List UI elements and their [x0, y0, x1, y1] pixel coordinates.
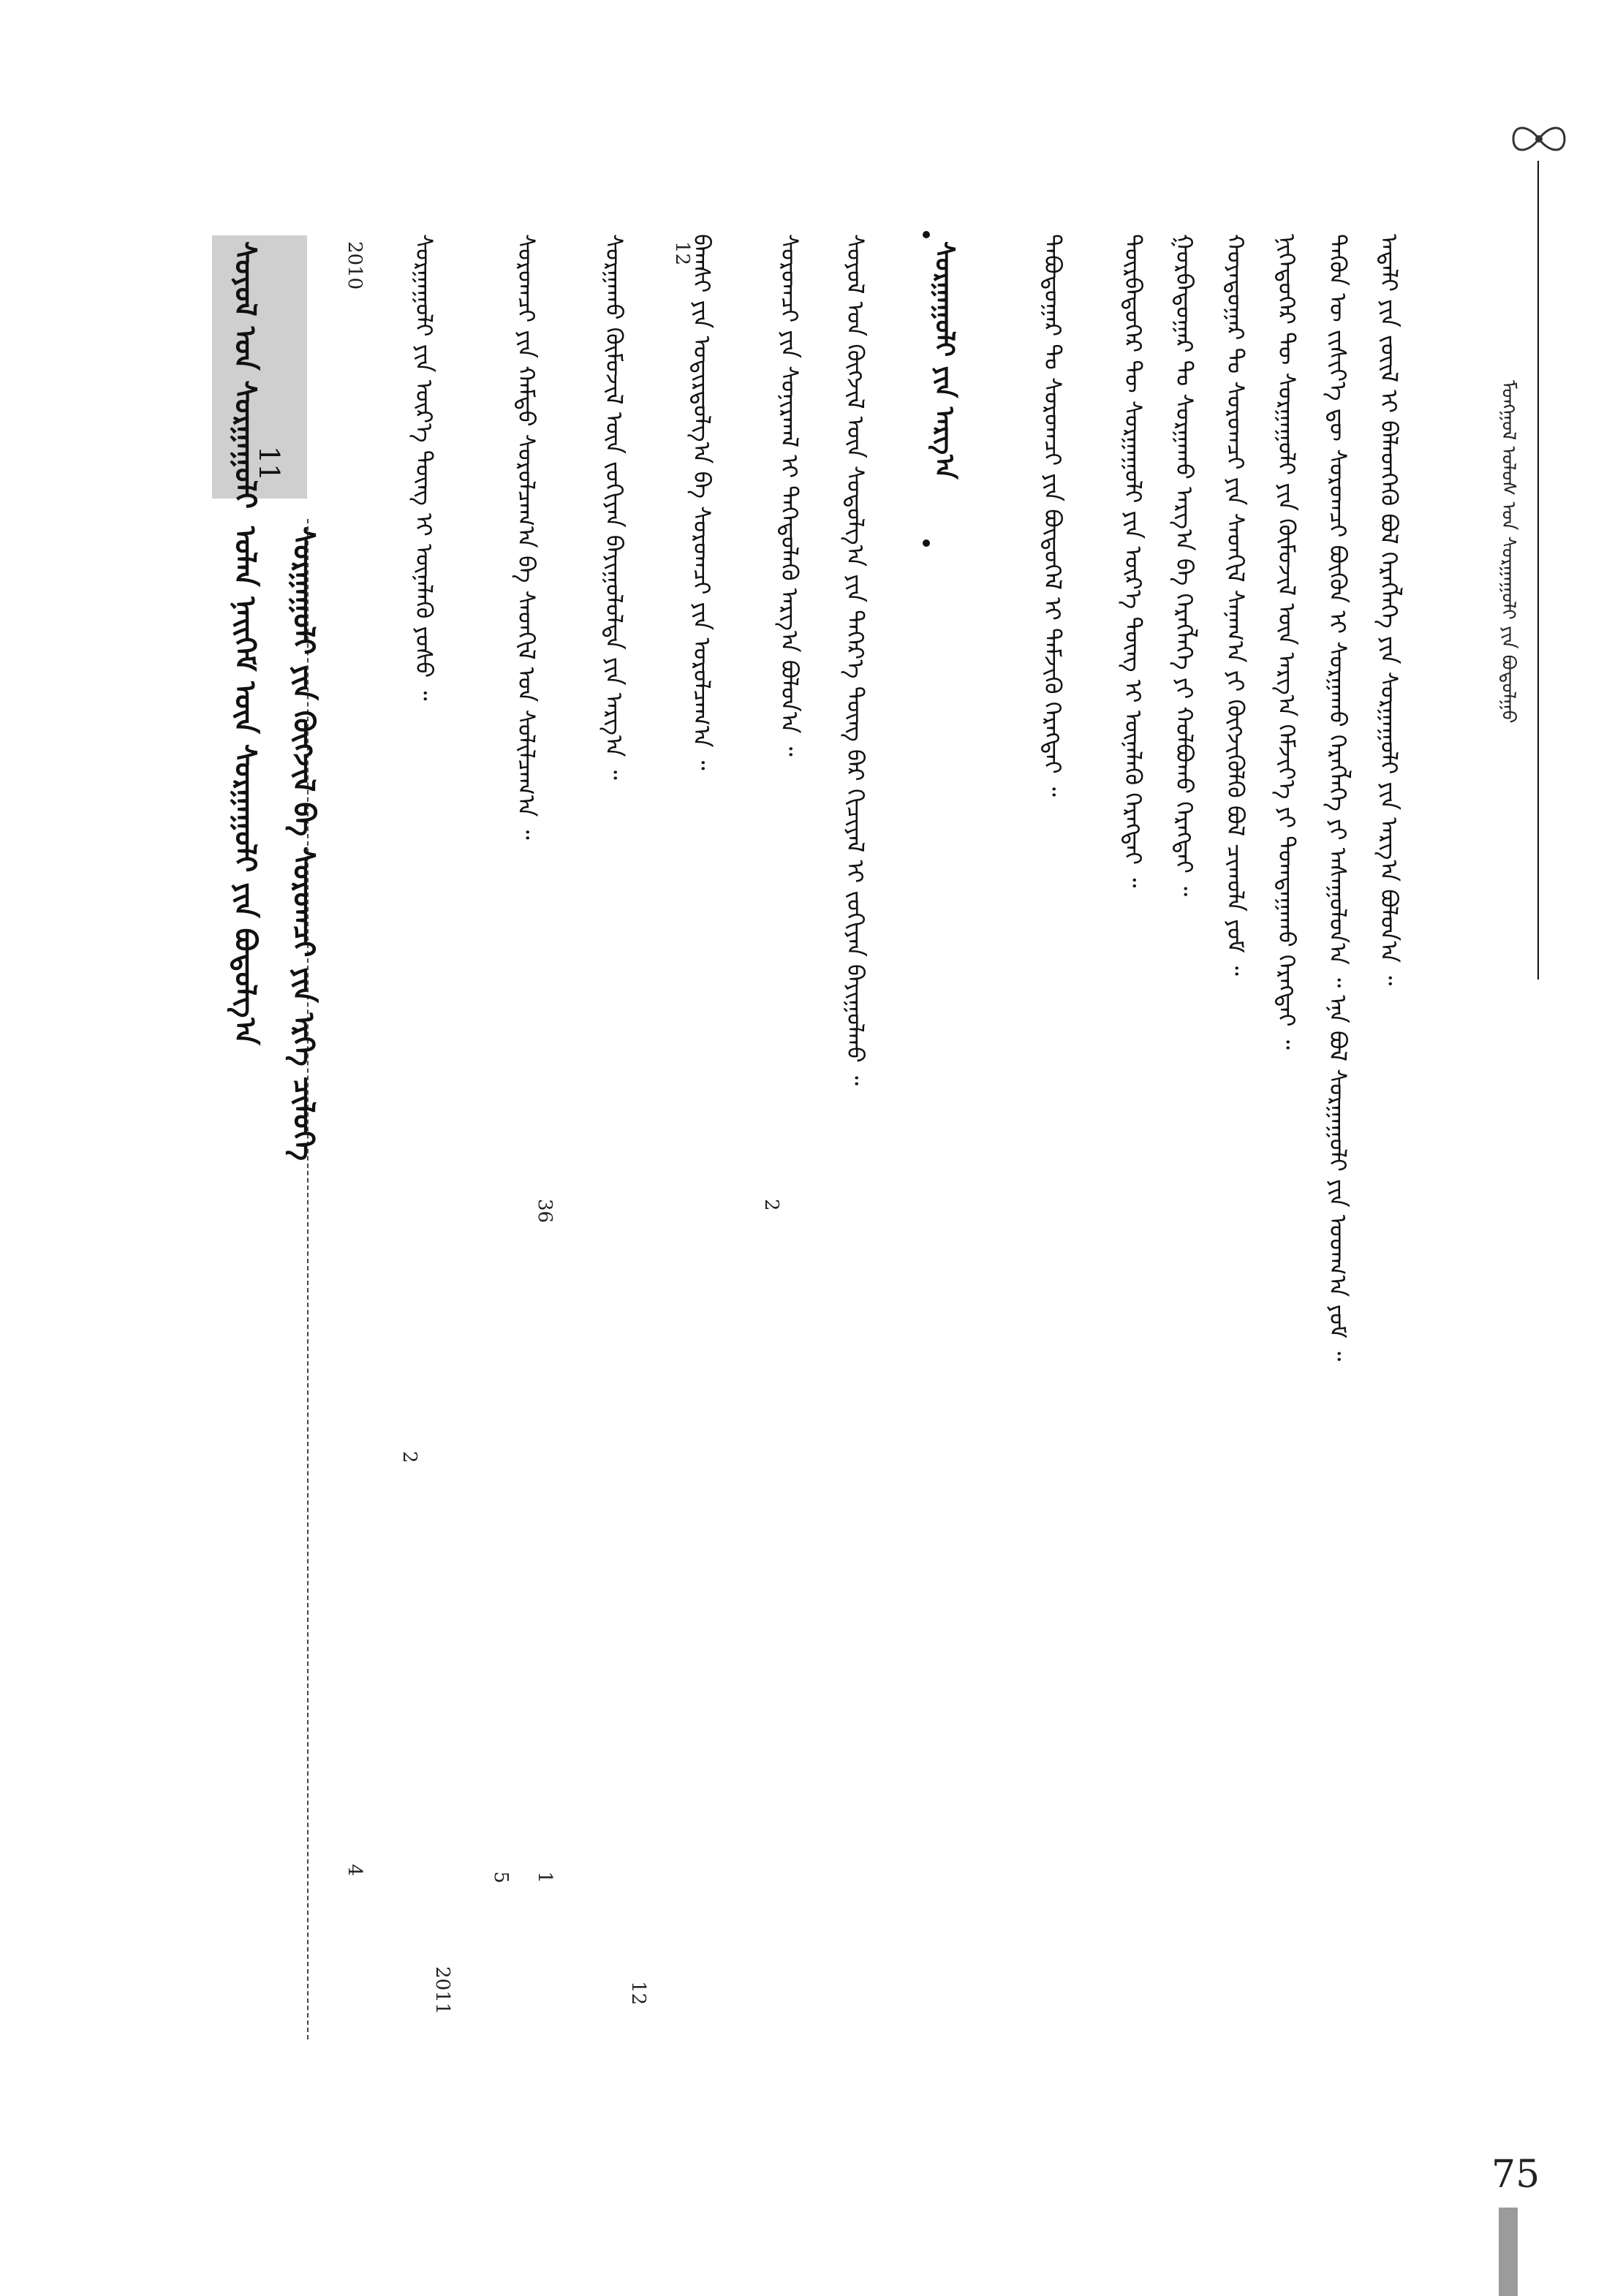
notes-col-3: ᠪᠠᠭᠰᠢ ᠶᠢᠨ ᠤᠳᠢᠷᠳᠤᠯᠭ᠎ᠠ ᠪᠠ ᠰᠤᠷᠤᠭᠴᠢ ᠶᠢᠨ ᠣᠷᠣᠯᠴᠠᠭ᠎ᠠ ᠃	[688, 234, 716, 770]
marginal-number: 36	[534, 1199, 556, 1224]
notes-col-6: ᠰᠤᠷᠭᠠᠭᠤᠯᠢ ᠶᠢᠨ ᠦᠷ᠎ᠡ ᠳᠦᠩ ᠢ ᠦᠨᠡᠯᠡᠬᠦ ᠶᠣᠰᠣ ᠃	[410, 234, 438, 701]
body-text-col-3: ᠨᠢᠭᠡᠳᠦᠭᠡᠷ ᠲᠦ ᠰᠤᠷᠭᠠᠭᠤᠯᠢ ᠶᠢᠨ ᠬᠦᠮᠦᠵᠢᠯ ᠦᠨ ᠠᠷᠭ᠎ᠠ ᠬᠡᠮᠵᠢᠶ᠎ᠡ ᠶᠢ ᠲᠣᠭᠲᠠᠭᠠᠬᠤ ᠬᠡᠷᠡᠭᠲᠡᠢ ᠃	[1273, 234, 1301, 1050]
bullet-icon	[923, 539, 930, 547]
footnote-title: ᠰᠣᠶᠣᠯ ᠤᠨ ᠰᠤᠷᠭᠠᠭᠤᠯᠢ	[228, 241, 262, 509]
marginal-number: 4	[344, 1864, 366, 1876]
body-text-col-6: ᠳᠥᠷᠪᠡᠳᠦᠭᠡᠷ ᠲᠦ ᠰᠤᠷᠭᠠᠭᠤᠯᠢ ᠶᠢᠨ ᠦᠷ᠎ᠡ ᠳᠦᠩ ᠢ ᠦᠨᠡᠯᠡᠬᠦ ᠬᠡᠷᠡᠭᠲᠡᠢ ᠃	[1119, 234, 1147, 888]
page-number: 75	[1491, 2153, 1540, 2197]
body-text-col-2: ᠲᠡᠭᠦᠨ ᠦ ᠵᠢᠱᠢᠶ᠎ᠡ ᠳᠦ ᠰᠤᠷᠤᠭᠴᠢ ᠪᠦᠬᠦᠨ ᠢ ᠰᠤᠷᠭᠠᠬᠤ ᠬᠡᠷᠡᠭᠯᠡᠭᠡ ᠶᠢ ᠠᠰᠠᠭᠤᠯᠤᠨ᠎ᠠ ᠃ ᠡᠨᠡ ᠪᠣᠯ ᠰᠤᠷᠭᠠᠭᠤᠯᠢ ᠶᠢᠨ ᠤᠳᠬ᠎ᠠ ᠶᠤᠮ ᠃	[1324, 234, 1352, 1362]
footnote-heading-line-2: ᠣᠯᠠᠨ ᠨᠡᠢᠭᠡᠮ ᠦᠨ ᠰᠤᠷᠭᠠᠭᠤᠯᠢ ᠶᠢᠨ ᠪᠣᠳᠣᠯᠭ᠎ᠠ	[228, 526, 262, 1045]
body-text-col-1: ᠠᠳᠠᠯᠢ ᠶᠢᠨ ᠵᠦᠢᠯ ᠢ ᠪᠡᠯᠡᠳᠬᠡᠬᠦ ᠪᠣᠯ ᠬᠡᠷᠡᠭᠯᠡᠭᠡ ᠶᠢᠨ ᠰᠤᠷᠭᠠᠭᠤᠯᠢ ᠶᠢᠨ ᠠᠷᠭ᠎ᠠ ᠪᠣᠯᠤᠨ᠎ᠠ ᠃	[1375, 234, 1403, 986]
marginal-number: 12	[627, 1981, 649, 2006]
running-header: ᠮᠣᠩᠭᠣᠯ ᠤᠯᠤᠰ ᠤᠨ ᠰᠤᠷᠭᠠᠭᠤᠯᠢ ᠶᠢᠨ ᠪᠣᠳᠣᠯᠭᠣ	[1497, 380, 1519, 724]
footnote-number: 11	[253, 446, 285, 482]
marginal-number: 5	[490, 1871, 512, 1884]
marginal-number: 12	[671, 241, 693, 266]
marginal-number: 2	[760, 1199, 782, 1211]
marginal-number: 2011	[431, 1966, 453, 2015]
body-text-col-4: ᠬᠣᠶᠠᠳᠤᠭᠠᠷ ᠲᠤ ᠰᠤᠷᠤᠭᠴᠢ ᠶᠢᠨ ᠰᠡᠳᠬᠢᠯ ᠰᠠᠨᠠᠭ᠎ᠠ ᠶᠢ ᠬᠥᠭᠵᠢᠭᠦᠯᠬᠦ ᠪᠣᠯ ᠴᠢᠬᠤᠯᠠ ᠶᠤᠮ ᠃	[1222, 234, 1249, 976]
marginal-number: 1	[534, 1871, 556, 1884]
notes-col-4: ᠰᠤᠷᠭᠠᠬᠤ ᠬᠦᠮᠦᠵᠢᠯ ᠦᠨ ᠵᠣᠬᠢᠶᠠᠨ ᠪᠠᠶᠢᠭᠤᠯᠤᠯᠲᠠ ᠶᠢᠨ ᠠᠷᠭ᠎ᠠ ᠃	[600, 234, 628, 780]
notes-col-5: ᠰᠤᠷᠤᠭᠴᠢ ᠶᠢᠨ ᠬᠠᠮᠲᠤ ᠰᠤᠷᠤᠯᠴᠠᠭ᠎ᠠ ᠪᠠ ᠰᠡᠳᠬᠢᠯ ᠤᠨ ᠰᠣᠯᠢᠯᠴᠠᠭ᠎ᠠ ᠃	[512, 234, 540, 840]
ornament-icon	[1499, 117, 1579, 161]
body-text-col-5: ᠭᠤᠷᠪᠠᠳᠤᠭᠠᠷ ᠲᠤ ᠰᠤᠷᠭᠠᠬᠤ ᠠᠷᠭ᠎ᠠ ᠪᠠ ᠬᠡᠷᠡᠭᠯᠡᠭᠡ ᠶᠢ ᠬᠣᠯᠪᠣᠬᠤ ᠬᠡᠷᠡᠭᠲᠡᠢ ᠃	[1170, 234, 1198, 897]
bullet-icon	[923, 231, 930, 238]
footnote-heading-line-1: ᠰᠤᠷᠭᠠᠭᠤᠯᠢ ᠶᠢᠨ ᠬᠥᠭᠵᠢᠯ ᠪᠠ ᠰᠤᠷᠤᠭᠴᠢ ᠶᠢᠨ ᠡᠷᠬᠡ ᠴᠢᠯᠦᠭᠡ	[287, 526, 320, 1161]
page-edge-bar	[1499, 2208, 1518, 2296]
marginal-number: 2010	[344, 241, 366, 290]
section-heading: ᠰᠤᠷᠭᠠᠭᠤᠯᠢ ᠶᠢᠨ ᠠᠷᠭ᠎ᠠ	[929, 241, 959, 480]
header-rule	[1537, 161, 1539, 980]
marginal-number: 2	[398, 1451, 420, 1463]
body-text-col-7: ᠲᠠᠪᠤᠳᠤᠭᠠᠷ ᠲᠤ ᠰᠤᠷᠤᠭᠴᠢ ᠶᠢᠨ ᠪᠦᠲᠦᠭᠡᠯ ᠢ ᠳᠡᠮᠵᠢᠬᠦ ᠬᠡᠷᠡᠭᠲᠡᠢ ᠃	[1039, 234, 1067, 797]
notes-col-2: ᠰᠤᠷᠤᠭᠴᠢ ᠶᠢᠨ ᠰᠣᠨᠢᠷᠬᠠᠯ ᠢ ᠳᠡᠭᠡᠳᠦᠯᠡᠬᠦ ᠠᠷᠭ᠎ᠠ ᠪᠣᠯᠤᠨ᠎ᠠ ᠃	[776, 234, 803, 757]
notes-col-1: ᠰᠣᠶᠣᠯ ᠤᠨ ᠬᠥᠭᠵᠢᠯ ᠦᠨ ᠰᠤᠳᠤᠯᠭ᠎ᠠ ᠶᠢᠨ ᠳᠡᠭᠡᠷ᠎ᠡ ᠳᠦᠩ ᠪᠡᠷ ᠬᠢᠴᠢᠶᠡᠯ ᠢ ᠵᠣᠬᠢᠶᠠᠨ ᠪᠠᠶᠢᠭᠤᠯᠬᠤ ᠃	[841, 234, 869, 1086]
